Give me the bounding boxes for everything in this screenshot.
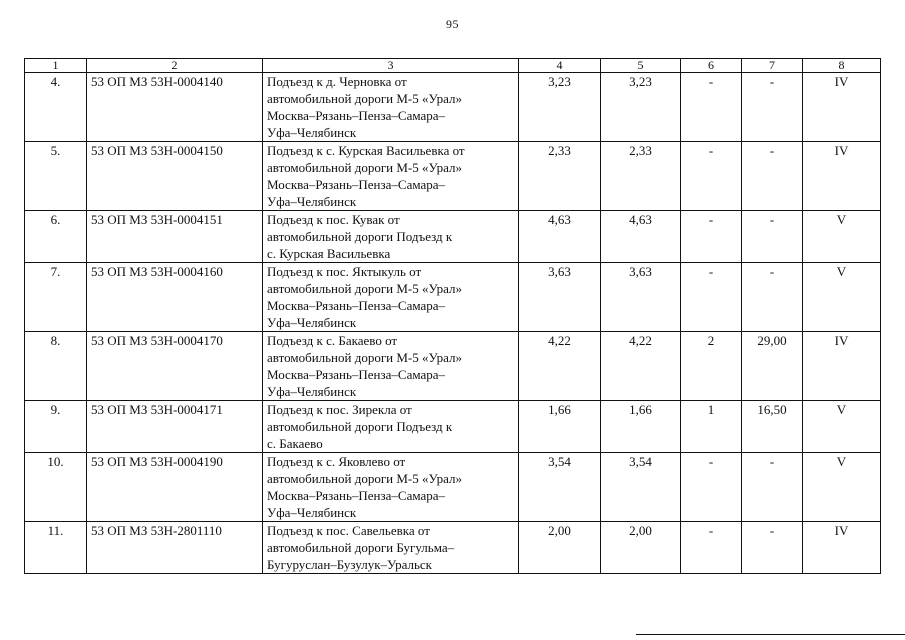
road-name-line: автомобильной дороги М-5 «Урал» [267,471,462,486]
bridges-length-cell: - [742,263,803,332]
bridges-count-cell: - [681,453,742,522]
table-row [25,332,881,401]
table-row [25,453,881,522]
length-total-cell: 3,54 [519,453,601,522]
road-code-cell: 53 ОП МЗ 53Н-0004150 [87,142,263,211]
road-name-line: Подъезд к с. Бакаево от [267,333,398,348]
length-surface-cell: 2,33 [601,142,681,211]
page-number: 95 [446,17,459,31]
column-header: 5 [601,59,681,73]
bridges-length-cell: - [742,211,803,263]
row-number-cell: 4. [25,73,87,142]
road-name-line: Подъезд к пос. Зирекла от [267,402,412,417]
column-header: 7 [742,59,803,73]
bridges-length-cell: - [742,142,803,211]
road-name-line: Бугуруслан–Бузулук–Уральск [267,557,432,572]
road-name-line: Подъезд к пос. Яктыкуль от [267,264,422,279]
bridges-count-cell: - [681,211,742,263]
category-cell: V [803,453,881,522]
column-header: 8 [803,59,881,73]
column-header: 6 [681,59,742,73]
road-name-line: Москва–Рязань–Пенза–Самара– [267,177,446,192]
bridges-count-cell: 1 [681,401,742,453]
row-number-cell: 6. [25,211,87,263]
road-name-line: Уфа–Челябинск [267,315,357,330]
row-number-cell: 8. [25,332,87,401]
road-name-cell [263,142,519,211]
category-cell: IV [803,73,881,142]
road-name-cell [263,453,519,522]
road-code-cell: 53 ОП МЗ 53Н-0004140 [87,73,263,142]
bridges-count-cell: - [681,263,742,332]
road-code-cell: 53 ОП МЗ 53Н-0004151 [87,211,263,263]
length-surface-cell: 3,63 [601,263,681,332]
road-name-cell [263,332,519,401]
road-name-line: автомобильной дороги Бугульма– [267,540,455,555]
bridges-count-cell: - [681,73,742,142]
length-total-cell: 4,22 [519,332,601,401]
road-name-line: автомобильной дороги Подъезд к [267,229,453,244]
table-row [25,522,881,574]
bridges-count-cell: - [681,142,742,211]
road-name-line: Уфа–Челябинск [267,194,357,209]
road-name-cell [263,401,519,453]
road-name-line: Подъезд к д. Черновка от [267,74,407,89]
road-name-line: Подъезд к пос. Кувак от [267,212,400,227]
road-name-line: Москва–Рязань–Пенза–Самара– [267,488,446,503]
road-name-line: автомобильной дороги М-5 «Урал» [267,91,462,106]
row-number-cell: 7. [25,263,87,332]
road-name-cell [263,522,519,574]
bridges-count-cell: 2 [681,332,742,401]
category-cell: IV [803,522,881,574]
row-number-cell: 10. [25,453,87,522]
table-row [25,263,881,332]
table-row [25,401,881,453]
table-row [25,211,881,263]
road-name-line: с. Бакаево [267,436,323,451]
length-surface-cell: 3,23 [601,73,681,142]
road-name-line: Подъезд к с. Курская Васильевка от [267,143,465,158]
bridges-length-cell: - [742,453,803,522]
category-cell: IV [803,142,881,211]
row-number-cell: 9. [25,401,87,453]
road-code-cell: 53 ОП МЗ 53Н-0004170 [87,332,263,401]
length-surface-cell: 3,54 [601,453,681,522]
category-cell: IV [803,332,881,401]
category-cell: V [803,211,881,263]
bridges-count-cell: - [681,522,742,574]
road-name-line: автомобильной дороги М-5 «Урал» [267,160,462,175]
road-name-cell [263,263,519,332]
column-header: 4 [519,59,601,73]
length-total-cell: 2,00 [519,522,601,574]
length-surface-cell: 1,66 [601,401,681,453]
road-registry-table [24,58,881,574]
road-name-line: Москва–Рязань–Пенза–Самара– [267,298,446,313]
table-row [25,73,881,142]
table-header-row [25,59,881,73]
length-total-cell: 3,23 [519,73,601,142]
bridges-length-cell: - [742,522,803,574]
road-name-cell [263,73,519,142]
bridges-length-cell: 16,50 [742,401,803,453]
length-total-cell: 1,66 [519,401,601,453]
road-code-cell: 53 ОП МЗ 53Н-0004160 [87,263,263,332]
footer-rule [636,634,905,635]
road-name-line: автомобильной дороги Подъезд к [267,419,453,434]
length-surface-cell: 4,22 [601,332,681,401]
road-name-line: Уфа–Челябинск [267,505,357,520]
road-code-cell: 53 ОП МЗ 53Н-2801110 [87,522,263,574]
row-number-cell: 11. [25,522,87,574]
road-name-line: автомобильной дороги М-5 «Урал» [267,281,462,296]
road-code-cell: 53 ОП МЗ 53Н-0004190 [87,453,263,522]
road-name-line: Уфа–Челябинск [267,384,357,399]
road-name-line: Подъезд к с. Яковлево от [267,454,406,469]
bridges-length-cell: - [742,73,803,142]
length-total-cell: 3,63 [519,263,601,332]
length-total-cell: 4,63 [519,211,601,263]
column-header: 3 [263,59,519,73]
road-name-line: Москва–Рязань–Пенза–Самара– [267,108,446,123]
road-name-line: с. Курская Васильевка [267,246,391,261]
column-header: 2 [87,59,263,73]
bridges-length-cell: 29,00 [742,332,803,401]
table-row [25,142,881,211]
length-surface-cell: 2,00 [601,522,681,574]
row-number-cell: 5. [25,142,87,211]
column-header: 1 [25,59,87,73]
road-name-line: автомобильной дороги М-5 «Урал» [267,350,462,365]
road-name-cell [263,211,519,263]
road-name-line: Подъезд к пос. Савельевка от [267,523,430,538]
length-total-cell: 2,33 [519,142,601,211]
category-cell: V [803,401,881,453]
length-surface-cell: 4,63 [601,211,681,263]
road-name-line: Москва–Рязань–Пенза–Самара– [267,367,446,382]
road-name-line: Уфа–Челябинск [267,125,357,140]
category-cell: V [803,263,881,332]
road-code-cell: 53 ОП МЗ 53Н-0004171 [87,401,263,453]
